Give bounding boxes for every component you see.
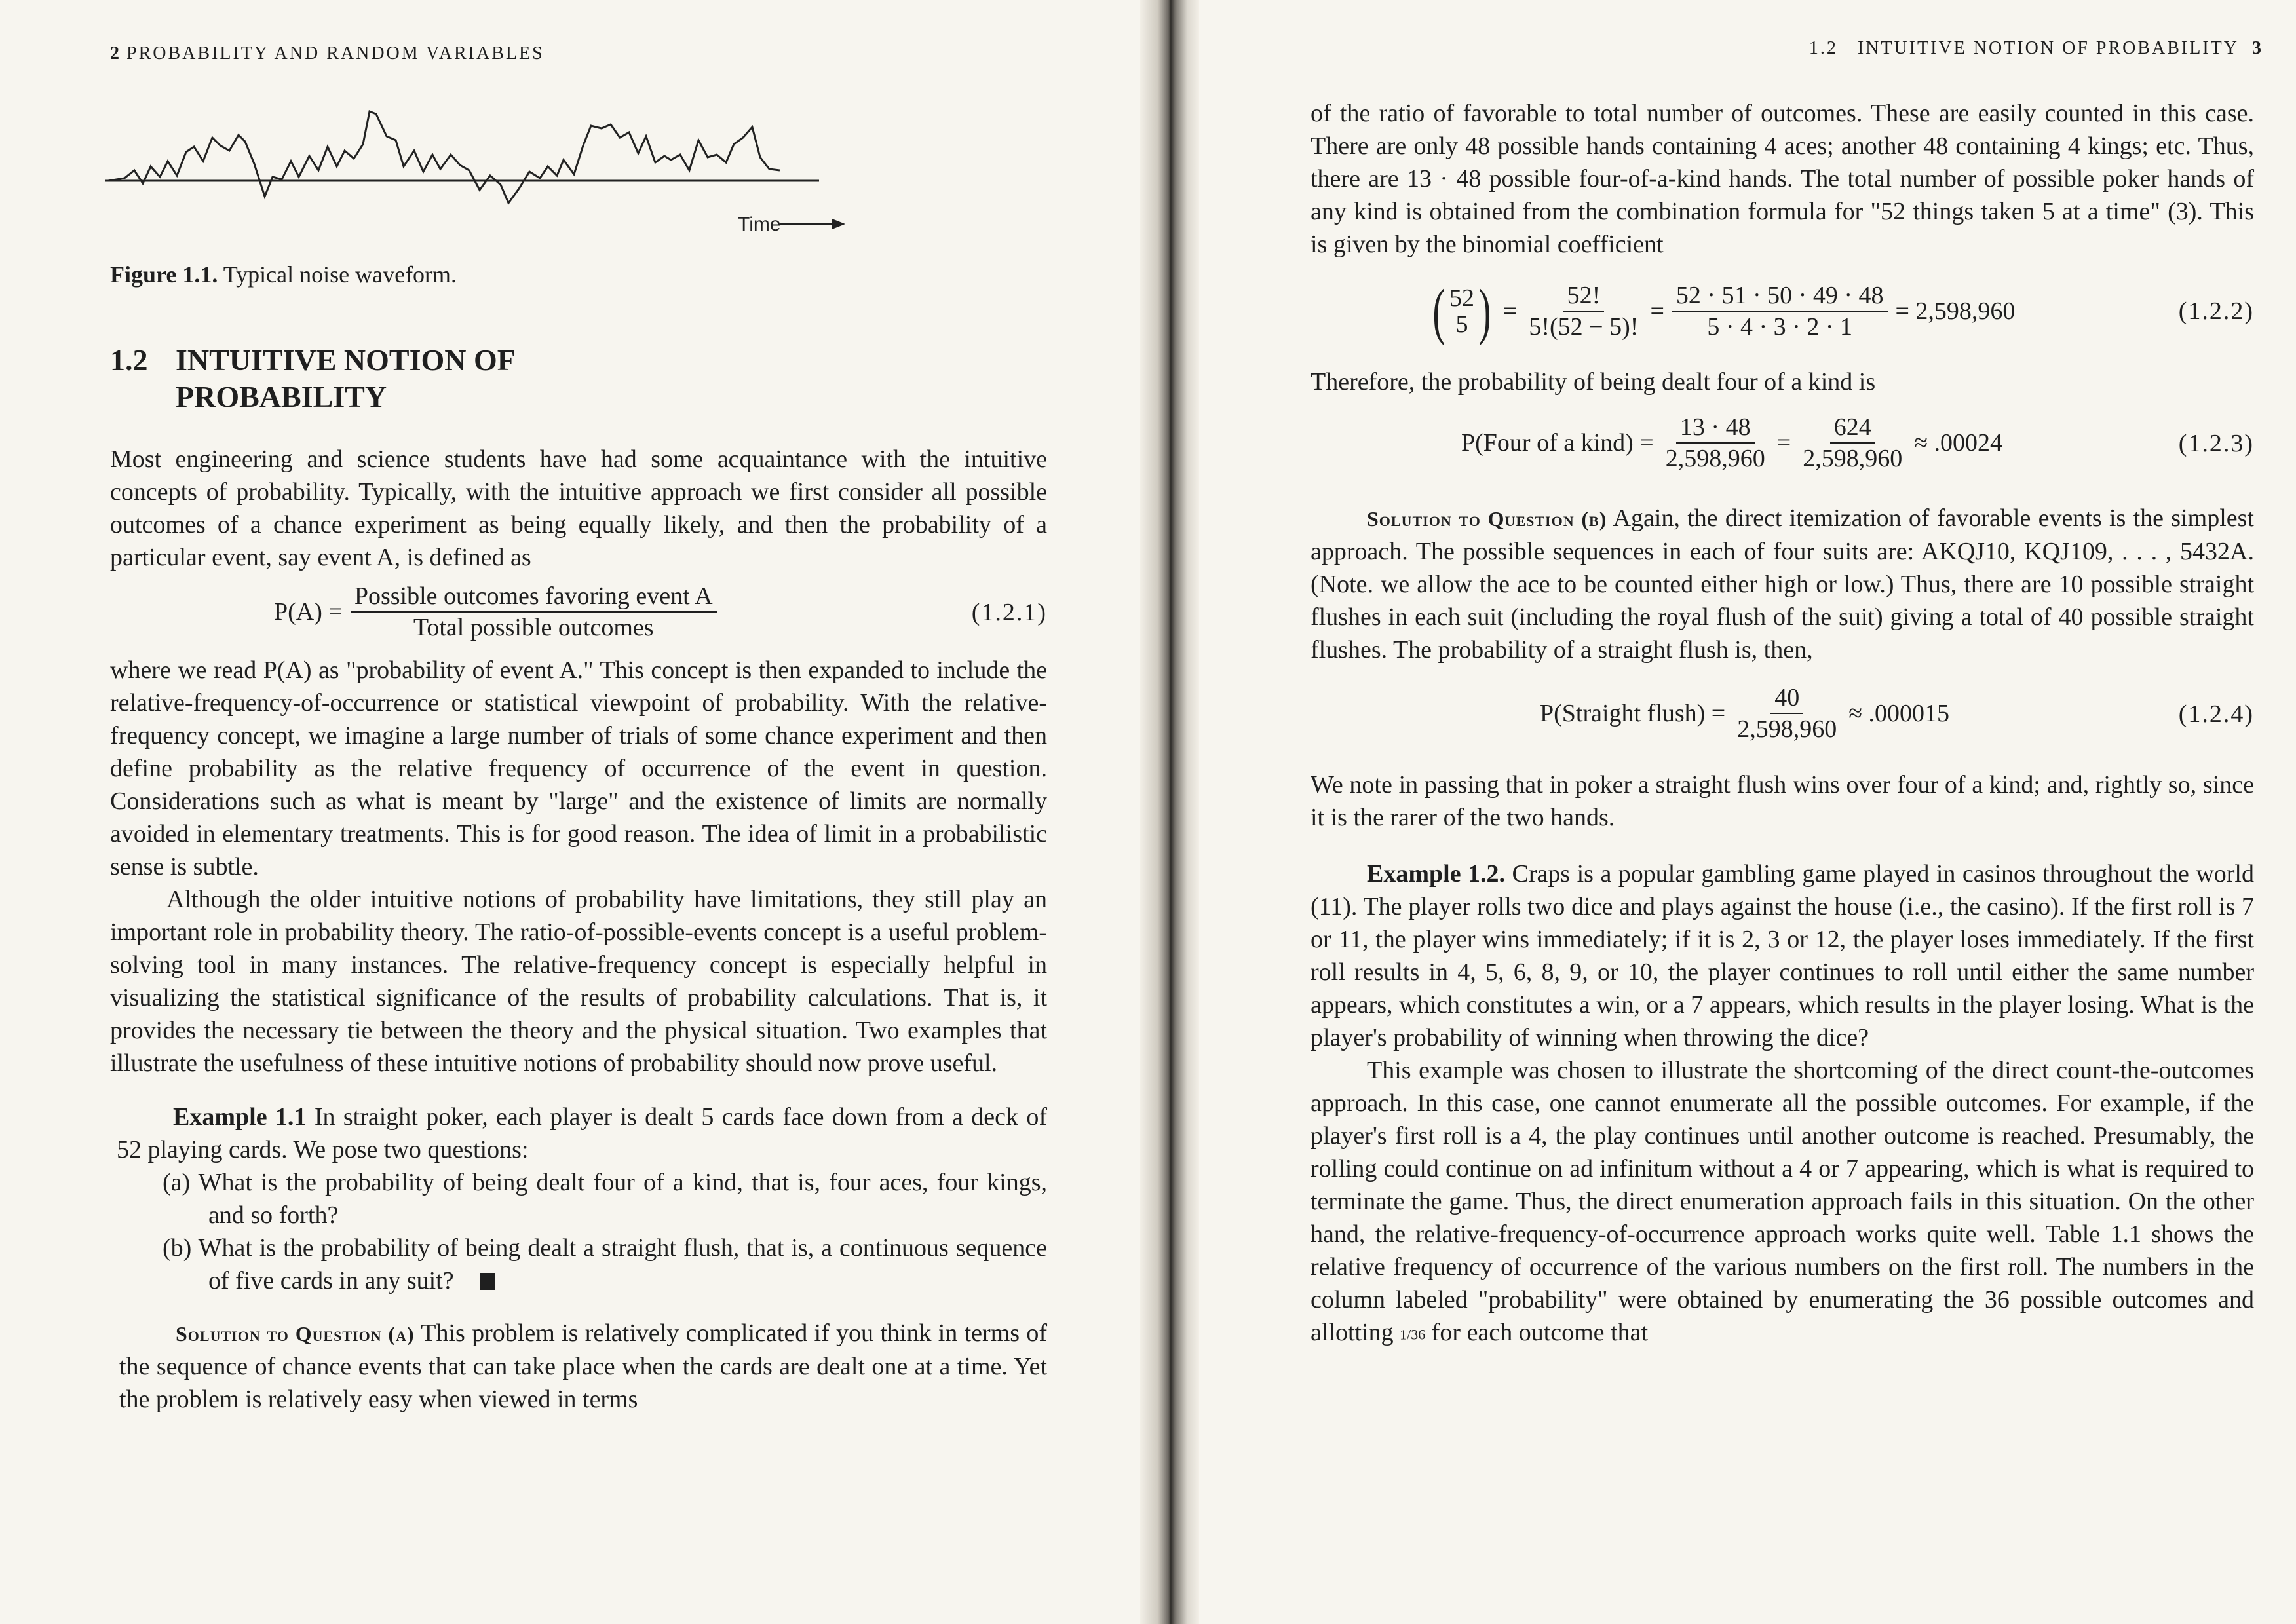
equation-1-2-2: ( 52 5 ) = $\frac{52!}{5!(52 - 5)!}$ = $\frac{52 \cdot 51 \cdot 50 \cdot 49 \cdot 48}{5 \cdot 4 \cdot 3 \cdot 2 \cdot 1}$ = 2,598,960 (1.2.2) bbox=[1311, 275, 2254, 347]
figure-caption-text: Typical noise waveform. bbox=[223, 261, 457, 288]
book-spine-gutter bbox=[1140, 0, 1199, 1624]
eq-1-2-4-number: (1.2.4) bbox=[2178, 700, 2254, 728]
binomial-coefficient: ( 52 5 ) bbox=[1432, 276, 1491, 346]
example-1-1-label: Example 1.1 bbox=[173, 1103, 307, 1131]
noise-waveform-figure bbox=[105, 98, 852, 242]
eq-1-2-4-result: ≈ .000015 bbox=[1848, 700, 1950, 727]
paragraph-therefore: Therefore, the probability of being dealt four of a kind is bbox=[1311, 368, 1876, 396]
eq-1-2-4-frac-num: 40 bbox=[1770, 683, 1803, 714]
eq-1-2-3-number: (1.2.3) bbox=[2178, 430, 2254, 457]
right-text-column bbox=[1311, 97, 2254, 1351]
question-a: (a) What is the probability of being dealt four of a kind, that is, four aces, four kings, and so forth? bbox=[163, 1169, 1047, 1229]
solution-a-text: This problem is relatively complicated if you think in terms of the sequence of chance events that can take place when the cards are dealt one at a time. Yet the problem is relatively easy when viewed in terms bbox=[119, 1319, 1047, 1413]
eq-1-2-2-fraction-1 bbox=[1525, 280, 1642, 342]
eq-1-2-3-frac2-num: 624 bbox=[1830, 412, 1875, 444]
section-heading bbox=[110, 342, 700, 415]
solution-a-label: Solution to Question (a) bbox=[176, 1322, 415, 1346]
eq-1-2-2-frac1-num: 52! bbox=[1563, 280, 1605, 312]
one-thirty-sixth-fraction: 1/36 bbox=[1400, 1326, 1426, 1343]
example-1-2-label: Example 1.2. bbox=[1367, 860, 1506, 888]
figure-caption-label: Figure 1.1. bbox=[110, 261, 218, 288]
end-of-example-square-icon bbox=[480, 1273, 495, 1290]
eq-1-2-1-lhs: P(A) = bbox=[274, 598, 343, 626]
eq-1-2-3-frac1-num: 13 · 48 bbox=[1676, 412, 1755, 444]
equation-1-2-1 bbox=[110, 579, 1047, 645]
paragraph-shortcoming-end: for each outcome that bbox=[1431, 1319, 1649, 1346]
page-number-right: 3 bbox=[2252, 38, 2262, 58]
paragraph-ratio: of the ratio of favorable to total number of outcomes. These are easily counted in this case. There are only 48 possible hands containing 4 aces; another 48 containing 4 kings; etc. Thus, there are 13 · 48 possible four-of-a-kind hands. The total number of possible poker hands of any kind is obtained from the combination formula for "52 things taken 5 at a time" (3). This is given by the binomial coefficient bbox=[1311, 100, 2254, 258]
time-arrow-head bbox=[832, 219, 845, 229]
example-1-2-text: Craps is a popular gambling game played in casinos throughout the world (11). The player rolls two dice and plays against the house (i.e., the casino). If the first roll is 7 or 11, the player wins immediately; if it is 2, 3 or 12, the player loses immediately. If the first roll results in 4, 5, 6, 8, 9, or 10, the player continues to roll until either the same number appears, which constitutes a win, or a 7 appears, which results in the player losing. What is the player's probability of winning when throwing the dice? bbox=[1311, 860, 2254, 1051]
section-number: 1.2 bbox=[110, 343, 148, 377]
eq-1-2-3-lhs: P(Four of a kind) = bbox=[1461, 429, 1654, 457]
page-number: 2 bbox=[110, 43, 120, 64]
right-running-head bbox=[1809, 38, 2262, 59]
eq-1-2-3-fraction-1 bbox=[1662, 412, 1769, 474]
eq-1-2-1-denominator: Total possible outcomes bbox=[413, 614, 654, 641]
eq-1-2-4-lhs: P(Straight flush) = bbox=[1540, 700, 1726, 727]
paragraph-passing-note: We note in passing that in poker a straight flush wins over four of a kind; and, rightly so, since it is the rarer of the two hands. bbox=[1311, 771, 2254, 831]
running-head-section: 1.2 bbox=[1808, 38, 1838, 58]
paragraph-intro: Most engineering and science students have had some acquaintance with the intuitive concepts of probability. Typically, with the intuitive approach we first consider all possible outcomes of a chance experiment as being equally likely, and then the probability of a particular event, say event A, is defined as bbox=[110, 445, 1047, 571]
eq-1-2-3-frac1-den: 2,598,960 bbox=[1665, 445, 1765, 472]
eq-1-2-2-fraction-2 bbox=[1672, 280, 1888, 342]
binom-top: 52 bbox=[1449, 284, 1474, 312]
equation-1-2-3: P(Four of a kind) = $\frac{13 \cdot 48}{2,598,960}$ = $\frac{624}{2,598,960}$ ≈ .00024 (1.2.3) bbox=[1461, 413, 2254, 472]
eq-1-2-4-frac-den: 2,598,960 bbox=[1737, 715, 1837, 743]
example-1-1-text: In straight poker, each player is dealt 5 cards face down from a deck of 52 playing cards. We pose two questions: bbox=[117, 1103, 1047, 1163]
binom-bottom: 5 bbox=[1455, 311, 1468, 338]
figure-caption bbox=[110, 261, 457, 288]
eq-1-2-1-fraction bbox=[351, 581, 717, 643]
paragraph-shortcoming bbox=[1311, 1054, 2254, 1351]
equation-1-2-4 bbox=[1311, 681, 2254, 746]
eq-1-2-2-frac2-den: 5 · 4 · 3 · 2 · 1 bbox=[1707, 313, 1852, 341]
paragraph-shortcoming-text: This example was chosen to illustrate the shortcoming of the direct count-the-outcomes approach. In this case, one cannot enumerate all the possible outcomes. For example, if the player's first roll is a 4, the play continues until another outcome is reached. Presumably, the rolling could continue on ad infinitum without a 4 or 7 appearing, which is what is required to terminate the game. Thus, the direct enumeration approach fails in this situation. On the other hand, the relative-frequency-of-occurrence approach works quite well. Table 1.1 shows the relative frequency of occurrence of the various numbers on the first roll. The numbers in the column labeled "probability" were obtained by enumerating the 36 possible outcomes and allotting bbox=[1311, 1057, 2254, 1346]
example-1-2 bbox=[1311, 858, 2254, 1054]
example-questions bbox=[110, 1166, 1047, 1297]
left-page bbox=[0, 0, 1140, 1624]
eq-1-2-3-fraction-2 bbox=[1799, 412, 1906, 474]
chapter-title: PROBABILITY AND RANDOM VARIABLES bbox=[126, 43, 545, 64]
example-1-1 bbox=[110, 1101, 1047, 1166]
solution-b-text: Again, the direct itemization of favorable events is the simplest approach. The possible sequences in each of four suits are: AKQJ10, KQJ109, . . . , 5432A. (Note. we allow the ace to be counted either high or low.) Thus, there are 10 possible straight flushes in each suit (including the royal flush of the suit) giving a total of 40 possible straight flushes. The probability of a straight flush is, then, bbox=[1311, 504, 2254, 664]
eq-1-2-3-result: ≈ .00024 bbox=[1914, 429, 2003, 457]
right-page bbox=[1199, 0, 2296, 1624]
eq-1-2-2-number: (1.2.2) bbox=[2178, 297, 2254, 325]
left-text-column bbox=[110, 443, 1047, 1416]
left-running-head bbox=[110, 43, 545, 64]
question-b bbox=[110, 1232, 1047, 1297]
solution-a bbox=[110, 1317, 1047, 1416]
eq-1-2-1-number: (1.2.1) bbox=[971, 599, 1047, 626]
eq-1-2-4-fraction bbox=[1733, 683, 1841, 744]
running-head-title: INTUITIVE NOTION OF PROBABILITY bbox=[1857, 38, 2239, 58]
paragraph-older-notions: Although the older intuitive notions of probability have limitations, they still play an important role in probability theory. The ratio-of-possible-events concept is a useful problem-solving tool in many instances. The relative-frequency concept is especially helpful in visualizing the statistical significance of the results of probability calculations. That is, it provides the necessary tie between the theory and the physical situation. Two examples that illustrate the usefulness of these intuitive notions of probability should now prove useful. bbox=[110, 886, 1047, 1077]
noise-waveform-path bbox=[108, 111, 780, 203]
section-title-line2: PROBABILITY bbox=[176, 380, 387, 413]
eq-1-2-3-frac2-den: 2,598,960 bbox=[1803, 445, 1903, 472]
eq-1-2-2-frac2-num: 52 · 51 · 50 · 49 · 48 bbox=[1672, 280, 1888, 312]
section-title-line1: INTUITIVE NOTION OF bbox=[176, 343, 516, 377]
eq-1-2-2-result: = 2,598,960 bbox=[1895, 297, 2016, 325]
solution-b bbox=[1311, 502, 2254, 666]
time-axis-label: Time bbox=[738, 214, 781, 235]
eq-1-2-1-numerator: Possible outcomes favoring event A bbox=[351, 581, 717, 613]
question-b-text: (b) What is the probability of being dealt a straight flush, that is, a continuous sequence of five cards in any suit? bbox=[163, 1234, 1047, 1294]
solution-b-label: Solution to Question (b) bbox=[1367, 507, 1607, 531]
paragraph-relative-frequency: where we read P(A) as "probability of event A." This concept is then expanded to include the relative-frequency-of-occurrence or statistical viewpoint of probability. With the relative-frequency concept, we imagine a large number of trials of some chance experiment and then define probability as the relative frequency of occurrence of the event in question. Considerations such as what is meant by "large" and the existence of limits are normally avoided in elementary treatments. This is for good reason. The idea of limit in a probabilistic sense is subtle. bbox=[110, 656, 1047, 880]
eq-1-2-2-frac1-den: 5!(52 − 5)! bbox=[1529, 313, 1639, 341]
